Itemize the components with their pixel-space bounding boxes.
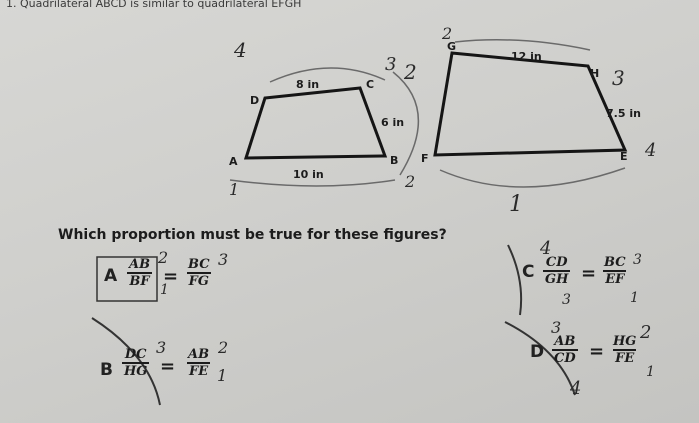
vertex-e-label: E — [620, 150, 628, 163]
hand-mark: 2 — [640, 322, 652, 343]
vertex-g-label: G — [447, 40, 457, 53]
choice-c-letter: C — [522, 262, 535, 282]
frac-numerator: AB — [129, 257, 151, 272]
hand-mark: 4 — [570, 378, 582, 399]
quad-abcd — [246, 88, 385, 158]
hand-mark: 3 — [551, 318, 562, 337]
question-text: Which proportion must be true for these figures? — [58, 227, 447, 243]
hand-mark: 3 — [218, 250, 229, 269]
vertex-c-label: C — [366, 78, 375, 91]
frac-numerator: DC — [124, 347, 147, 362]
choice-b-frac-left — [122, 347, 149, 379]
hand-mark: 3 — [156, 338, 167, 357]
hand-mark: 2 — [404, 60, 417, 84]
equals-sign: = — [160, 356, 176, 377]
vertex-a-label: A — [229, 155, 238, 168]
hand-mark: 3 — [562, 292, 571, 308]
side-dc-label: 8 in — [296, 78, 320, 91]
vertex-h-label: H — [590, 67, 600, 80]
hand-mark: 3 — [385, 54, 397, 75]
hand-mark: 1 — [509, 192, 523, 217]
frac-numerator: CD — [545, 255, 568, 270]
vertex-b-label: B — [390, 154, 399, 167]
frac-denominator: FE — [188, 364, 209, 379]
side-ab-label: 10 in — [293, 168, 324, 181]
frac-denominator: HG — [124, 364, 148, 379]
frac-denominator: CD — [554, 351, 576, 366]
frac-denominator: FG — [188, 274, 209, 289]
hand-mark: 4 — [540, 238, 552, 259]
pencil-arc-top-right — [455, 40, 590, 50]
choice-a-frac-left — [127, 257, 152, 289]
choice-a-letter: A — [104, 266, 118, 286]
choice-b-frac-right — [186, 347, 211, 379]
equals-sign: = — [589, 341, 605, 362]
cross-out-choice-c — [508, 245, 521, 315]
choice-c-frac-left — [543, 255, 570, 287]
side-cb-label: 6 in — [381, 116, 405, 129]
choice-d-frac-left — [552, 334, 578, 366]
frac-numerator: AB — [188, 347, 210, 362]
choice-b-letter: B — [100, 360, 113, 380]
hand-mark: 1 — [217, 366, 228, 385]
frac-numerator: HG — [613, 334, 637, 349]
side-gh-label: 12 in — [511, 50, 542, 63]
hand-mark: 4 — [234, 38, 247, 62]
problem-header: 1. Quadrilateral ABCD is similar to quadrilateral EFGH — [6, 0, 302, 10]
hand-mark: 4 — [645, 140, 657, 161]
frac-denominator: FE — [615, 351, 635, 366]
choice-d-letter: D — [530, 342, 545, 362]
vertex-d-label: D — [250, 94, 260, 107]
hand-mark: 2 — [405, 172, 416, 191]
hand-mark: 3 — [633, 252, 642, 268]
hand-mark: 2 — [158, 248, 169, 267]
hand-mark: 1 — [646, 364, 655, 380]
equals-sign: = — [581, 263, 597, 284]
frac-numerator: BC — [604, 255, 626, 270]
hand-mark: 1 — [630, 290, 639, 306]
vertex-f-label: F — [421, 152, 429, 165]
frac-numerator: BC — [188, 257, 210, 272]
hand-mark: 1 — [160, 282, 169, 298]
hand-mark: 2 — [218, 338, 229, 357]
choice-a-frac-right — [186, 257, 212, 289]
frac-denominator: GH — [545, 272, 569, 287]
side-he-label: 7.5 in — [606, 107, 641, 120]
choice-d-frac-right — [611, 334, 638, 366]
hand-mark: 3 — [612, 66, 625, 90]
hand-mark: 1 — [229, 180, 240, 199]
pencil-arc-bottom-right — [440, 168, 625, 187]
hand-mark: 2 — [442, 24, 453, 43]
frac-denominator: BF — [129, 274, 150, 289]
frac-numerator: AB — [554, 334, 576, 349]
choice-c-frac-right — [602, 255, 628, 287]
equals-sign: = — [163, 266, 179, 287]
frac-denominator: EF — [605, 272, 625, 287]
